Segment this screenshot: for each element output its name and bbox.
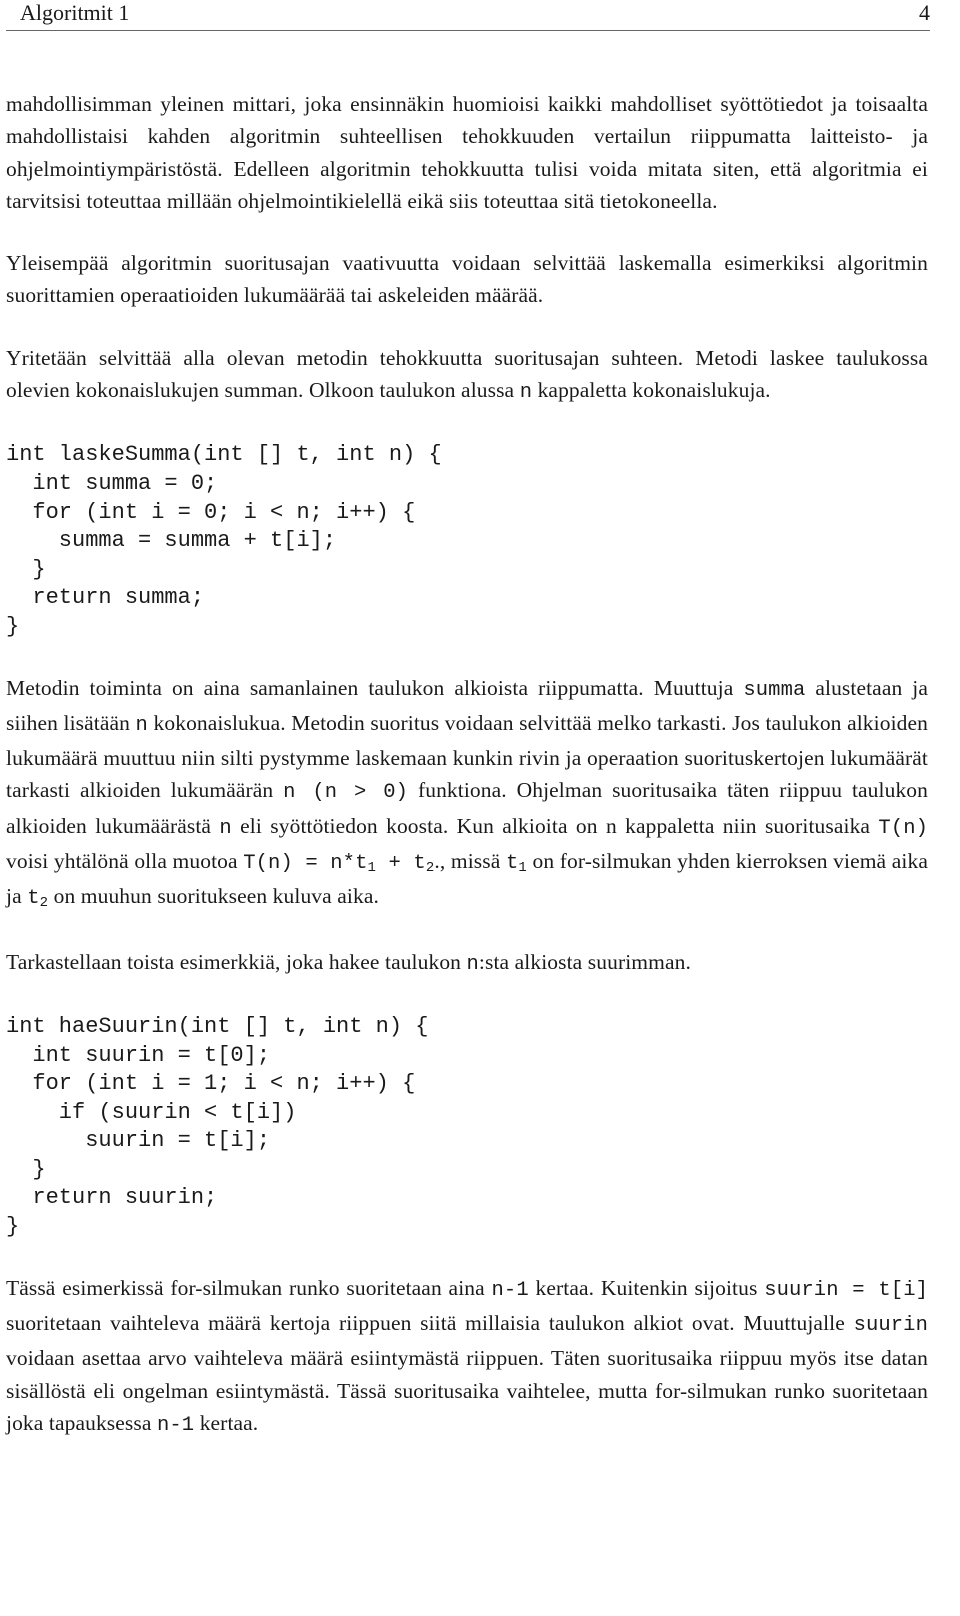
- code-block-haesuurin: int haeSuurin(int [] t, int n) { int suurin = t[0]; for (int i = 1; i < n; i++) { if (suurin < t[i]) suurin = t[i]; } return suurin; }: [6, 1013, 429, 1240]
- paragraph-max-analysis: [6, 1272, 928, 1442]
- text: suoritetaan vaihteleva määrä kertoja riippuen siitä millaisia taulukon alkiot ovat. Muuttujalle: [6, 1310, 845, 1335]
- inline-code: suurin: [853, 1313, 928, 1337]
- inline-code: n: [219, 816, 232, 840]
- text: eli syöttötiedon koosta. Kun alkioita on n kappaletta niin suoritusaika: [240, 813, 871, 838]
- inline-code: suurin = t[i]: [764, 1278, 928, 1302]
- subscript: 2: [39, 895, 49, 912]
- text: kertaa.: [199, 1410, 259, 1435]
- text: Metodin toiminta on aina samanlainen taulukon alkioista riippumatta. Muuttuja: [6, 675, 734, 700]
- text: on for-silmukan yhden kierroksen viemä aika ja: [6, 849, 928, 909]
- paragraph-sum-analysis: [6, 672, 928, 916]
- inline-code: [27, 887, 48, 910]
- text: ., missä: [434, 849, 501, 874]
- inline-code: n: [466, 952, 479, 976]
- code-block-laskesumma: int laskeSumma(int [] t, int n) { int summa = 0; for (int i = 0; i < n; i++) { summa = summa + t[i]; } return summa; }: [6, 442, 442, 639]
- text: kokonaislukua. Metodin suoritus voidaan selvittää melko tarkasti. Jos taulukon alkioiden lukumäärä muuttuu niin silti pystymme laskemaan kunkin rivin ja operaation suorituskertojen lukumäärät tarkasti alkioiden lukumäärän: [6, 710, 928, 803]
- page-number: 4: [919, 0, 930, 25]
- formula-part: t: [505, 852, 519, 876]
- inline-code: T(n): [878, 816, 929, 840]
- text: voidaan asettaa arvo vaihteleva määrä esiintymästä riippuen. Täten suoritusaika riippuu myös itse datan sisällöstä eli ongelman esiintymästä. Tässä suoritusaika vaihtelee, mutta for-silmukan runko suoritetaan joka tapauksessa: [6, 1346, 928, 1435]
- paragraph-second-example-intro: [6, 946, 928, 981]
- subscript: 2: [425, 860, 435, 877]
- subscript: 1: [367, 860, 376, 877]
- paragraph-intro: mahdollisimman yleinen mittari, joka ensinnäkin huomioisi kaikki mahdolliset syöttötiedot ja toisaalta mahdollistaisi kahden algoritmin suhteellisen tehokkuuden vertailun riippumatta laitteisto- ja ohjelmointiympäristöstä. Edelleen algoritmin tehokkuutta tulisi voida mitata siten, että algoritmia ei tarvitsisi toteuttaa millään ohjelmointikielellä eikä siis toteuttaa sitä tietokoneella.: [6, 92, 928, 213]
- text: funktiona. Ohjelman suoritusaika täten riippuu taulukon alkioiden lukumäärästä: [6, 778, 928, 838]
- header-title: Algoritmit 1: [20, 0, 130, 25]
- text: on muuhun suoritukseen kuluva aika.: [53, 884, 379, 909]
- subscript: 1: [518, 860, 527, 877]
- inline-code: n-1: [491, 1278, 529, 1302]
- text: kertaa. Kuitenkin sijoitus: [535, 1275, 758, 1300]
- text: :sta alkiosta suurimman.: [478, 949, 691, 974]
- inline-code: n: [519, 381, 533, 405]
- text: Tässä esimerkissä for-silmukan runko suoritetaan aina: [6, 1275, 485, 1300]
- text: Tarkastellaan toista esimerkkiä, joka hakee taulukon: [6, 949, 462, 974]
- formula-part: + t: [376, 852, 426, 876]
- text: voisi yhtälönä olla muotoa: [6, 849, 238, 874]
- text: kappaletta kokonaislukuja.: [537, 378, 771, 403]
- text: alustetaan ja siihen lisätään: [6, 675, 929, 735]
- text: Yritetään selvittää alla olevan metodin tehokkuutta suoritusajan suhteen. Metodi laskee taulukossa olevien kokonaislukujen summan. Olkoon taulukon alussa: [6, 345, 928, 403]
- formula-part: T(n) = n*t: [243, 852, 368, 876]
- inline-code: [243, 852, 434, 875]
- inline-code: n-1: [156, 1413, 195, 1437]
- inline-code: [506, 852, 527, 875]
- formula-part: t: [27, 887, 40, 911]
- paragraph-sum-method-intro: [6, 342, 928, 410]
- page-header: [6, 0, 930, 31]
- inline-code: n (n > 0): [283, 781, 409, 805]
- inline-code: summa: [743, 678, 806, 702]
- paragraph-general-complexity: Yleisempää algoritmin suoritusajan vaativuutta voidaan selvittää laskemalla esimerkiksi algoritmin suorittamien operaatioiden lukumäärää tai askeleiden määrää.: [6, 251, 928, 308]
- inline-code: n: [135, 713, 148, 737]
- page-body: [6, 88, 928, 1442]
